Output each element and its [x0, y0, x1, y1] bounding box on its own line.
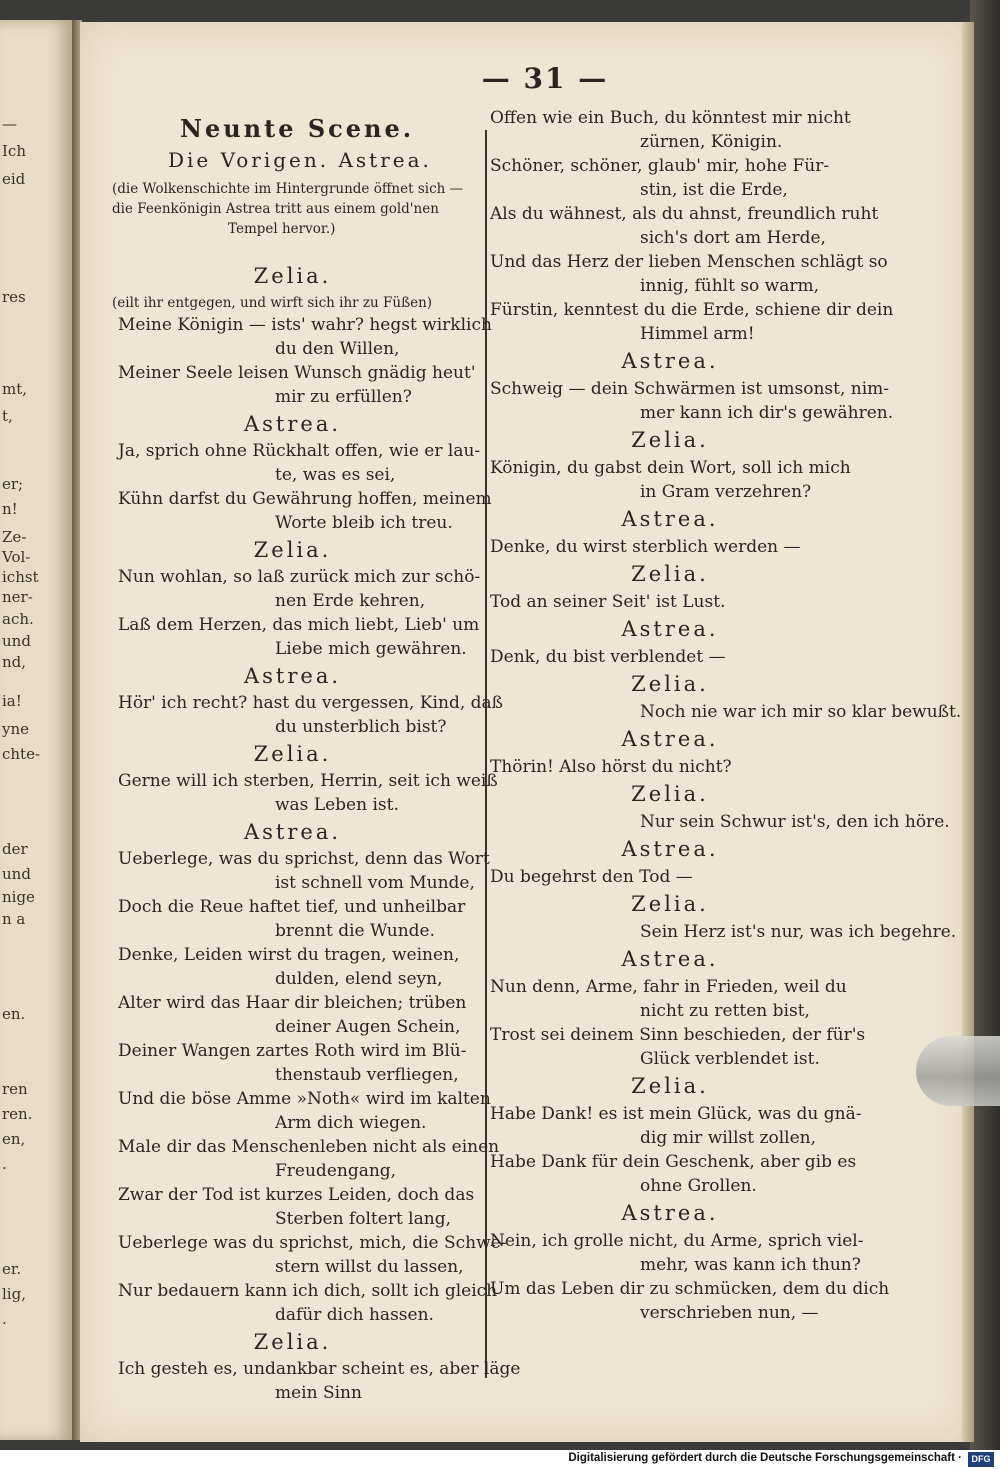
verse-line: Deiner Wangen zartes Roth wird im Blü-: [118, 1041, 467, 1061]
verse-continuation: ohne Grollen.: [640, 1176, 757, 1196]
facing-page-fragment: eid: [2, 170, 26, 188]
speaker-name: Astrea.: [621, 837, 719, 861]
verse-continuation: Arm dich wiegen.: [275, 1113, 427, 1133]
verse-continuation: mein Sinn: [275, 1383, 362, 1403]
verse-continuation: Freudengang,: [275, 1161, 397, 1181]
facing-page-fragment: chte-: [2, 745, 41, 763]
stage-direction: (eilt ihr entgegen, und wirft sich ihr zu Füßen): [112, 295, 433, 311]
verse-continuation: verschrieben nun, —: [640, 1303, 819, 1323]
facing-page-fragment: mt,: [2, 380, 28, 398]
facing-page-fragment: lig,: [2, 1285, 26, 1303]
verse-continuation: mehr, was kann ich thun?: [640, 1255, 861, 1275]
speaker-name: Astrea.: [621, 727, 719, 751]
verse-continuation: was Leben ist.: [275, 795, 399, 815]
verse-continuation: ist schnell vom Munde,: [275, 873, 475, 893]
stage-direction: die Feenkönigin Astrea tritt aus einem gold'nen: [112, 201, 439, 217]
verse-line: Male dir das Menschenleben nicht als einen: [118, 1137, 500, 1157]
stage-direction: Tempel hervor.): [228, 221, 336, 237]
speaker-name: Zelia.: [253, 264, 332, 288]
verse-line: Habe Dank für dein Geschenk, aber gib es: [490, 1152, 857, 1172]
scene-title: Neunte Scene.: [180, 114, 415, 143]
speaker-name: Zelia.: [631, 782, 709, 806]
verse-line: Denke, du wirst sterblich werden —: [490, 537, 801, 557]
verse-continuation: Himmel arm!: [640, 324, 755, 344]
facing-page-fragment: t,: [2, 407, 13, 425]
scan-background: [970, 0, 1000, 1450]
verse-line: Ich gesteh es, undankbar scheint es, aber läge: [118, 1359, 521, 1379]
verse-continuation: innig, fühlt so warm,: [640, 276, 820, 296]
verse-line: Königin, du gabst dein Wort, soll ich mich: [490, 458, 851, 478]
speaker-name: Astrea.: [621, 617, 719, 641]
book-page: [80, 22, 970, 1442]
speaker-name: Zelia.: [253, 538, 332, 562]
speaker-name: Zelia.: [253, 742, 332, 766]
verse-line: Trost sei deinem Sinn beschieden, der für's: [490, 1025, 866, 1045]
verse-line: Nein, ich grolle nicht, du Arme, sprich viel-: [490, 1231, 864, 1251]
speaker-name: Zelia.: [631, 1074, 709, 1098]
verse-continuation: thenstaub verfliegen,: [275, 1065, 459, 1085]
facing-page-fragment: er.: [2, 1260, 22, 1278]
verse-line: Offen wie ein Buch, du könntest mir nicht: [490, 108, 851, 128]
facing-page-fragment: ach.: [2, 610, 34, 628]
verse-line: Alter wird das Haar dir bleichen; trüben: [118, 993, 467, 1013]
verse-continuation: stern willst du lassen,: [275, 1257, 464, 1277]
speaker-name: Zelia.: [631, 562, 709, 586]
verse-line: Kühn darfst du Gewährung hoffen, meinem: [118, 489, 492, 509]
facing-page-fragment: ren.: [2, 1105, 33, 1123]
verse-line: Ueberlege, was du sprichst, denn das Wort: [118, 849, 490, 869]
stage-direction: (die Wolkenschichte im Hintergrunde öffnet sich —: [112, 181, 464, 197]
speaker-name: Astrea.: [621, 507, 719, 531]
page-clip: [916, 1036, 1000, 1106]
verse-continuation: mir zu erfüllen?: [275, 387, 412, 407]
verse-continuation: dafür dich hassen.: [275, 1305, 434, 1325]
verse-line: Schweig — dein Schwärmen ist umsonst, nim-: [490, 379, 890, 399]
verse-continuation: te, was es sei,: [275, 465, 396, 485]
verse-line: Nun denn, Arme, fahr in Frieden, weil du: [490, 977, 847, 997]
speaker-name: Zelia.: [253, 1330, 332, 1354]
verse-continuation: sich's dort am Herde,: [640, 228, 826, 248]
speaker-name: Astrea.: [243, 820, 342, 844]
facing-page-fragment: ichst: [2, 568, 39, 586]
speaker-name: Astrea.: [621, 1201, 719, 1225]
facing-page-fragment: n!: [2, 500, 18, 518]
verse-continuation: Nur sein Schwur ist's, den ich höre.: [640, 812, 950, 832]
facing-page-fragment: und: [2, 632, 31, 650]
verse-continuation: nen Erde kehren,: [275, 591, 426, 611]
facing-page-fragment: nige: [2, 888, 35, 906]
verse-line: Meine Königin — ists' wahr? hegst wirklich: [118, 315, 492, 335]
facing-page-fragment: —: [2, 115, 17, 133]
verse-line: Denk, du bist verblendet —: [490, 647, 726, 667]
verse-line: Um das Leben dir zu schmücken, dem du dich: [490, 1279, 890, 1299]
verse-line: Denke, Leiden wirst du tragen, weinen,: [118, 945, 460, 965]
facing-page-fragment: nd,: [2, 653, 27, 671]
speaker-name: Astrea.: [243, 664, 342, 688]
verse-continuation: dulden, elend seyn,: [275, 969, 443, 989]
verse-continuation: zürnen, Königin.: [640, 132, 783, 152]
verse-continuation: nicht zu retten bist,: [640, 1001, 810, 1021]
verse-continuation: Sterben foltert lang,: [275, 1209, 451, 1229]
verse-continuation: Noch nie war ich mir so klar bewußt.: [640, 702, 962, 722]
verse-line: Nun wohlan, so laß zurück mich zur schö-: [118, 567, 481, 587]
verse-continuation: in Gram verzehren?: [640, 482, 812, 502]
facing-page-fragment: Ich: [2, 142, 26, 160]
speaker-name: Zelia.: [631, 892, 709, 916]
facing-page-fragment: ner-: [2, 588, 33, 606]
facing-page-edge: [0, 20, 72, 1440]
verse-continuation: mer kann ich dir's gewähren.: [640, 403, 894, 423]
verse-continuation: du den Willen,: [275, 339, 400, 359]
verse-line: Und die böse Amme »Noth« wird im kalten: [118, 1089, 491, 1109]
facing-page-fragment: yne: [2, 720, 30, 738]
facing-page-fragment: en,: [2, 1130, 26, 1148]
facing-page-fragment: .: [2, 1310, 7, 1328]
facing-page-fragment: Ze-: [2, 528, 27, 546]
verse-line: Schöner, schöner, glaub' mir, hohe Für-: [490, 156, 830, 176]
page-edge: [962, 22, 974, 1442]
verse-continuation: Sein Herz ist's nur, was ich begehre.: [640, 922, 957, 942]
facing-page-fragment: er;: [2, 475, 24, 493]
verse-continuation: deiner Augen Schein,: [275, 1017, 461, 1037]
verse-line: Tod an seiner Seit' ist Lust.: [490, 592, 726, 612]
verse-line: Als du wähnest, als du ahnst, freundlich ruht: [490, 204, 879, 224]
verse-line: Hör' ich recht? hast du vergessen, Kind, daß: [118, 693, 504, 713]
verse-continuation: Worte bleib ich treu.: [275, 513, 453, 533]
verse-line: Du begehrst den Tod —: [490, 867, 693, 887]
scene-subtitle: Die Vorigen. Astrea.: [168, 148, 432, 172]
verse-line: Laß dem Herzen, das mich liebt, Lieb' um: [118, 615, 480, 635]
speaker-name: Zelia.: [631, 428, 709, 452]
facing-page-fragment: .: [2, 1155, 7, 1173]
verse-line: Meiner Seele leisen Wunsch gnädig heut': [118, 363, 476, 383]
facing-page-fragment: n a: [2, 910, 26, 928]
funding-credit: Digitalisierung gefördert durch die Deutsche Forschungsgemeinschaft ·: [568, 1452, 962, 1464]
verse-continuation: brennt die Wunde.: [275, 921, 436, 941]
verse-line: Fürstin, kenntest du die Erde, schiene dir dein: [490, 300, 894, 320]
verse-line: Ueberlege was du sprichst, mich, die Schwe-: [118, 1233, 507, 1253]
facing-page-fragment: der: [2, 840, 28, 858]
facing-page-fragment: res: [2, 288, 26, 306]
verse-line: Zwar der Tod ist kurzes Leiden, doch das: [118, 1185, 475, 1205]
facing-page-fragment: Vol-: [2, 548, 31, 566]
verse-continuation: dig mir willst zollen,: [640, 1128, 816, 1148]
speaker-name: Astrea.: [243, 412, 342, 436]
verse-continuation: stin, ist die Erde,: [640, 180, 788, 200]
verse-continuation: Liebe mich gewähren.: [275, 639, 467, 659]
verse-line: Nur bedauern kann ich dich, sollt ich gleich: [118, 1281, 498, 1301]
verse-line: Doch die Reue haftet tief, und unheilbar: [118, 897, 466, 917]
verse-line: Ja, sprich ohne Rückhalt offen, wie er lau-: [118, 441, 481, 461]
facing-page-fragment: ren: [2, 1080, 28, 1098]
verse-continuation: du unsterblich bist?: [275, 717, 447, 737]
dfg-logo: DFG: [968, 1452, 994, 1467]
facing-page-fragment: ia!: [2, 692, 22, 710]
facing-page-fragment: en.: [2, 1005, 26, 1023]
verse-line: Thörin! Also hörst du nicht?: [490, 757, 732, 777]
speaker-name: Astrea.: [621, 349, 719, 373]
verse-continuation: Glück verblendet ist.: [640, 1049, 820, 1069]
speaker-name: Astrea.: [621, 947, 719, 971]
verse-line: Habe Dank! es ist mein Glück, was du gnä-: [490, 1104, 862, 1124]
page-number: — 31 —: [481, 62, 609, 95]
verse-line: Gerne will ich sterben, Herrin, seit ich weiß: [118, 771, 498, 791]
facing-page-fragment: und: [2, 865, 31, 883]
verse-line: Und das Herz der lieben Menschen schlägt so: [490, 252, 888, 272]
speaker-name: Zelia.: [631, 672, 709, 696]
